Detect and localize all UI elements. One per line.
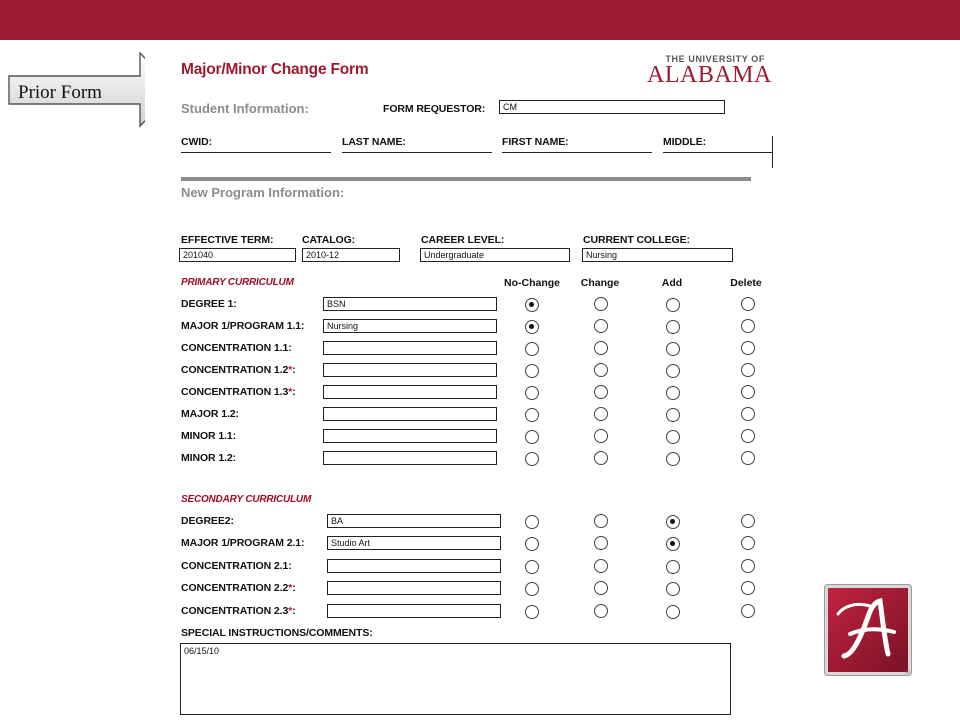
primary-row-radio-change[interactable] <box>594 297 608 311</box>
secondary-row-radio-delete[interactable] <box>741 536 755 550</box>
primary-row-label <box>181 386 296 398</box>
primary-row-radio-no-change[interactable] <box>525 342 539 356</box>
first-name-field[interactable] <box>502 136 652 153</box>
secondary-row-field[interactable] <box>327 604 501 618</box>
label-colon: : <box>292 582 296 595</box>
alabama-script-a-logo-icon <box>824 584 912 676</box>
secondary-row-label-text: CONCENTRATION 2.3 <box>181 604 289 617</box>
secondary-row-radio-delete[interactable] <box>741 514 755 528</box>
callout-label: Prior Form <box>18 82 102 103</box>
secondary-row-radio-add[interactable] <box>666 560 680 574</box>
wordmark-line1: THE UNIVERSITY OF <box>665 54 765 64</box>
primary-row-label-text: MINOR 1.1: <box>181 430 237 442</box>
primary-row-radio-delete[interactable] <box>741 407 755 421</box>
program-info-heading: New Program Information: <box>181 185 345 200</box>
primary-row-radio-delete[interactable] <box>741 451 755 465</box>
required-asterisk: * <box>288 604 293 617</box>
primary-row-label <box>181 364 296 376</box>
secondary-row-label-text: CONCENTRATION 2.2 <box>181 582 289 595</box>
secondary-row-label <box>181 560 292 572</box>
primary-row-radio-change[interactable] <box>594 451 608 465</box>
primary-row-label <box>181 298 237 310</box>
career-level-field[interactable]: Undergraduate <box>420 248 570 262</box>
secondary-row-radio-add[interactable] <box>666 582 680 596</box>
middle-label: MIDDLE: <box>663 136 707 148</box>
primary-row-label-text: MAJOR 1.2: <box>181 408 239 420</box>
comments-label: SPECIAL INSTRUCTIONS/COMMENTS: <box>181 627 373 639</box>
secondary-row-label <box>181 605 296 617</box>
primary-row-radio-no-change[interactable] <box>525 386 539 400</box>
primary-row-field[interactable] <box>323 363 497 377</box>
required-asterisk: * <box>288 386 293 398</box>
top-banner <box>0 0 960 40</box>
svg-text:®: ® <box>905 670 910 676</box>
primary-row-radio-change[interactable] <box>594 385 608 399</box>
secondary-row-radio-change[interactable] <box>594 559 608 573</box>
primary-row-radio-add[interactable] <box>666 452 680 466</box>
primary-row-radio-add[interactable] <box>666 364 680 378</box>
label-colon: : <box>292 604 296 617</box>
required-asterisk: * <box>288 364 293 376</box>
primary-row-radio-delete[interactable] <box>741 429 755 443</box>
secondary-row-label-text: MAJOR 1/PROGRAM 2.1: <box>181 537 305 550</box>
primary-row-field[interactable]: BSN <box>323 297 497 311</box>
primary-row-label-text: CONCENTRATION 1.1: <box>181 342 292 354</box>
primary-curriculum-heading: PRIMARY CURRICULUM <box>181 277 294 288</box>
primary-row-radio-no-change[interactable] <box>525 320 539 334</box>
middle-field[interactable] <box>663 136 773 153</box>
secondary-row-field[interactable]: Studio Art <box>327 536 501 550</box>
secondary-row-label <box>181 515 234 527</box>
secondary-row-radio-add[interactable] <box>666 515 680 529</box>
primary-row-radio-change[interactable] <box>594 319 608 333</box>
primary-row-radio-add[interactable] <box>666 430 680 444</box>
primary-row-radio-no-change[interactable] <box>525 364 539 378</box>
cwid-field[interactable] <box>181 136 331 153</box>
primary-row-radio-change[interactable] <box>594 407 608 421</box>
primary-row-radio-delete[interactable] <box>741 363 755 377</box>
effective-term-label: EFFECTIVE TERM: <box>181 234 274 246</box>
primary-row-radio-add[interactable] <box>666 342 680 356</box>
secondary-row-label-text: DEGREE2: <box>181 515 234 527</box>
primary-row-radio-change[interactable] <box>594 429 608 443</box>
primary-row-label-text: CONCENTRATION 1.2 <box>181 364 289 376</box>
change-form <box>145 40 803 720</box>
primary-row-label-text: MAJOR 1/PROGRAM 1.1: <box>181 320 305 332</box>
primary-row-radio-no-change[interactable] <box>525 452 539 466</box>
secondary-row-radio-no-change[interactable] <box>525 560 539 574</box>
student-info-heading: Student Information: <box>181 101 309 116</box>
col-no-change: No-Change <box>504 277 560 289</box>
secondary-row-radio-no-change[interactable] <box>525 582 539 596</box>
secondary-row-radio-add[interactable] <box>666 537 680 551</box>
form-title: Major/Minor Change Form <box>181 61 369 78</box>
secondary-row-radio-change[interactable] <box>594 581 608 595</box>
secondary-row-radio-change[interactable] <box>594 536 608 550</box>
secondary-curriculum-heading: SECONDARY CURRICULUM <box>181 494 312 505</box>
secondary-row-radio-add[interactable] <box>666 605 680 619</box>
last-name-field[interactable] <box>342 136 492 153</box>
primary-row-field[interactable] <box>323 407 497 421</box>
catalog-label: CATALOG: <box>302 234 356 246</box>
secondary-row-radio-no-change[interactable] <box>525 605 539 619</box>
secondary-row-field[interactable] <box>327 559 501 573</box>
first-name-label: FIRST NAME: <box>502 136 569 148</box>
col-add: Add <box>661 277 683 289</box>
primary-row-radio-add[interactable] <box>666 298 680 312</box>
cwid-label: CWID: <box>181 136 212 148</box>
primary-row-radio-no-change[interactable] <box>525 298 539 312</box>
primary-row-field[interactable] <box>323 341 497 355</box>
primary-row-radio-delete[interactable] <box>741 385 755 399</box>
primary-row-label <box>181 452 236 464</box>
primary-row-radio-change[interactable] <box>594 341 608 355</box>
requestor-label: FORM REQUESTOR: <box>383 103 486 115</box>
label-colon: : <box>292 364 296 376</box>
col-change: Change <box>580 277 620 289</box>
primary-row-radio-no-change[interactable] <box>525 408 539 422</box>
primary-row-label <box>181 342 292 354</box>
secondary-row-radio-change[interactable] <box>594 604 608 618</box>
primary-row-label-text: MINOR 1.2: <box>181 452 237 464</box>
primary-row-radio-delete[interactable] <box>741 297 755 311</box>
secondary-row-field[interactable]: BA <box>327 514 501 528</box>
primary-row-radio-delete[interactable] <box>741 341 755 355</box>
secondary-row-label <box>181 582 296 594</box>
primary-row-label <box>181 408 239 420</box>
effective-term-field[interactable]: 201040 <box>179 248 296 262</box>
primary-row-radio-add[interactable] <box>666 320 680 334</box>
last-name-label: LAST NAME: <box>342 136 406 148</box>
required-asterisk: * <box>288 582 293 595</box>
section-divider <box>181 177 751 181</box>
catalog-field[interactable]: 2010-12 <box>302 248 400 262</box>
secondary-row-label-text: CONCENTRATION 2.1: <box>181 559 292 572</box>
secondary-row-radio-no-change[interactable] <box>525 515 539 529</box>
primary-row-field[interactable] <box>323 385 497 399</box>
primary-row-radio-no-change[interactable] <box>525 430 539 444</box>
primary-row-label <box>181 320 304 332</box>
primary-row-field[interactable]: Nursing <box>323 319 497 333</box>
wordmark-line2: ALABAMA <box>647 62 772 88</box>
career-level-label: CAREER LEVEL: <box>421 234 505 246</box>
primary-row-radio-delete[interactable] <box>741 319 755 333</box>
primary-row-radio-add[interactable] <box>666 408 680 422</box>
primary-row-field[interactable] <box>323 451 497 465</box>
secondary-row-label <box>181 537 304 549</box>
secondary-row-radio-no-change[interactable] <box>525 537 539 551</box>
university-wordmark <box>647 54 772 88</box>
requestor-field[interactable]: CM <box>499 100 725 114</box>
secondary-row-radio-delete[interactable] <box>741 581 755 595</box>
primary-row-label-text: CONCENTRATION 1.3 <box>181 386 289 398</box>
current-college-field[interactable]: Nursing <box>582 248 733 262</box>
middle-field-edge <box>772 153 773 168</box>
secondary-row-radio-change[interactable] <box>594 514 608 528</box>
current-college-label: CURRENT COLLEGE: <box>583 234 690 246</box>
comments-field[interactable]: 06/15/10 <box>180 643 731 715</box>
primary-row-radio-add[interactable] <box>666 386 680 400</box>
secondary-row-radio-delete[interactable] <box>741 559 755 573</box>
primary-row-radio-change[interactable] <box>594 363 608 377</box>
secondary-row-field[interactable] <box>327 581 501 595</box>
primary-row-label <box>181 430 236 442</box>
col-delete: Delete <box>730 277 762 289</box>
primary-row-field[interactable] <box>323 429 497 443</box>
label-colon: : <box>292 386 296 398</box>
secondary-row-radio-delete[interactable] <box>741 604 755 618</box>
primary-row-label-text: DEGREE 1: <box>181 298 237 310</box>
